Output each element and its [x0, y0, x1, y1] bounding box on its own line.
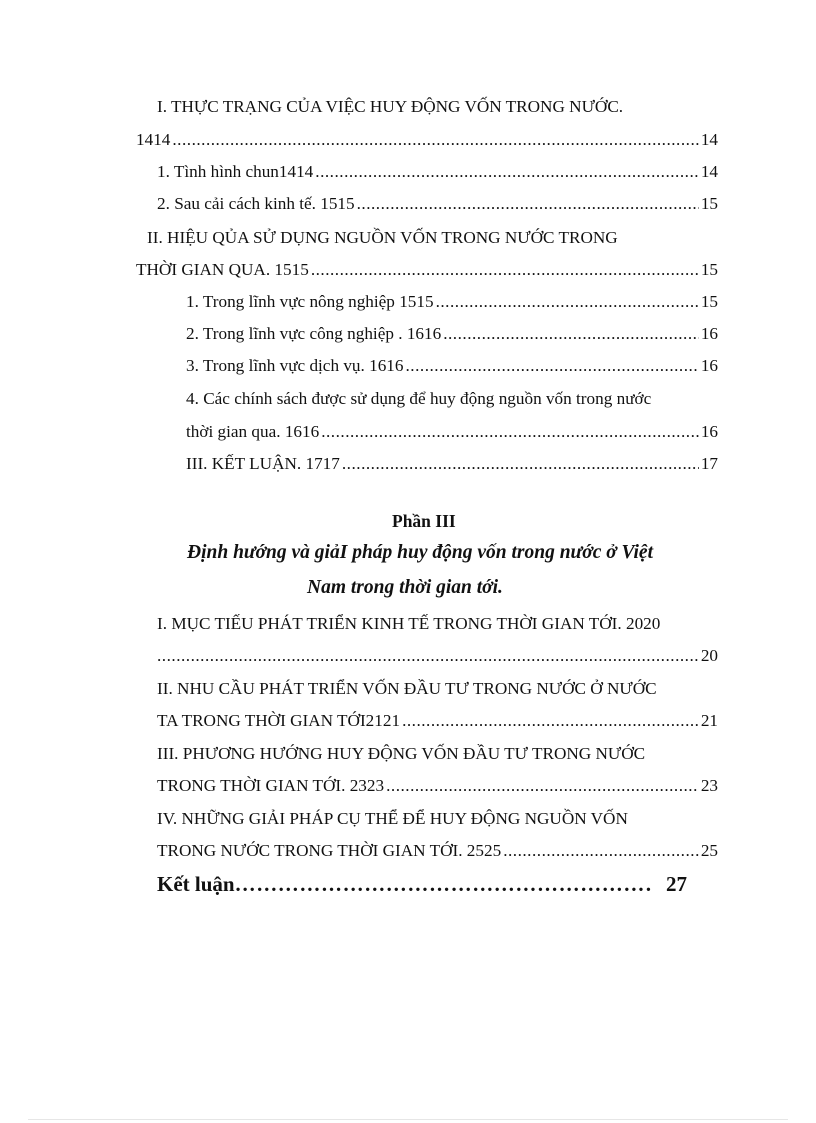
toc-entry [186, 323, 718, 345]
toc-entry-text: TRONG NƯỚC TRONG THỜI GIAN TỚI. 2525 [157, 841, 502, 860]
toc-entry [157, 645, 718, 667]
toc-entry-text: 2. Sau cải cách kinh tế. 1515 [157, 194, 355, 213]
toc-entry [186, 421, 718, 443]
part-heading: Phần III [392, 511, 456, 531]
dot-leader [172, 129, 698, 151]
toc-entry-text: THỜI GIAN QUA. 1515 [136, 260, 309, 279]
toc-entry [157, 840, 718, 862]
toc-page-number: 21 [700, 711, 718, 730]
toc-page-number: 14 [700, 162, 718, 181]
toc-page-number: 25 [700, 841, 718, 860]
toc-entry [157, 161, 718, 183]
toc-entry-title: III. PHƯƠNG HƯỚNG HUY ĐỘNG VỐN ĐẦU TƯ TRONG NƯỚC [157, 744, 646, 763]
dot-leader [311, 259, 699, 281]
dot-leader [402, 710, 699, 732]
dot-leader [157, 645, 699, 667]
dot-leader [357, 193, 699, 215]
dot-leader [315, 161, 699, 183]
toc-page-number: 14 [700, 130, 718, 149]
toc-entry-text: TA TRONG THỜI GIAN TỚI2121 [157, 711, 401, 730]
dot-leader [406, 355, 699, 377]
toc-page-number: 23 [700, 776, 718, 795]
toc-entry-text: III. KẾT LUẬN. 1717 [186, 454, 340, 473]
toc-entry-text: 1. Tình hình chun1414 [157, 162, 314, 181]
toc-entry-title: IV. NHỮNG GIẢI PHÁP CỤ THỂ ĐỂ HUY ĐỘNG NGUỒN VỐN [157, 809, 628, 828]
toc-entry-title: I. MỤC TIẾU PHÁT TRIỂN KINH TẾ TRONG THỜI GIAN TỚI. 2020 [157, 614, 661, 633]
toc-entry [136, 129, 718, 151]
dot-leader [436, 291, 699, 313]
toc-page-number: 15 [700, 194, 718, 213]
part-subtitle-line2: Nam trong thời gian tới. [307, 577, 503, 598]
dot-leader [342, 453, 699, 475]
toc-entry-text: 1414 [136, 130, 171, 149]
toc-page-number: 15 [700, 260, 718, 279]
dot-leader [321, 421, 699, 443]
toc-entry-title: 4. Các chính sách được sử dụng để huy động nguồn vốn trong nước [186, 389, 652, 408]
toc-entry [157, 775, 718, 797]
toc-entry-text: thời gian qua. 1616 [186, 422, 320, 441]
dot-leader [386, 775, 699, 797]
page-bottom-edge [28, 1119, 788, 1120]
dot-leader [443, 323, 699, 345]
toc-entry-text: 1. Trong lĩnh vực nông nghiệp 1515 [186, 292, 434, 311]
part-subtitle-line1: Định hướng và giảI pháp huy động vốn trong nước ở Việt [187, 542, 653, 563]
toc-page-number: 17 [700, 454, 718, 473]
toc-entry-text: 2. Trong lĩnh vực công nghiệp . 1616 [186, 324, 442, 343]
toc-page-number: 16 [700, 324, 718, 343]
conclusion-page-number: 27 [666, 872, 687, 896]
toc-entry-title: II. NHU CẦU PHÁT TRIỂN VỐN ĐẦU TƯ TRONG NƯỚC Ở NƯỚC [157, 679, 657, 698]
toc-entry [136, 259, 718, 281]
toc-entry [157, 710, 718, 732]
toc-page-number: 16 [700, 422, 718, 441]
toc-page-number: 15 [700, 292, 718, 311]
toc-entry-title: II. HIỆU QỦA SỬ DỤNG NGUỒN VỐN TRONG NƯỚC TRONG [147, 228, 618, 247]
toc-entry [186, 355, 718, 377]
dot-leader [235, 871, 652, 897]
toc-page-number: 20 [700, 646, 718, 665]
toc-entry-title: I. THỰC TRẠNG CỦA VIỆC HUY ĐỘNG VỐN TRONG NƯỚC. [157, 97, 624, 116]
toc-entry-text: TRONG THỜI GIAN TỚI. 2323 [157, 776, 385, 795]
toc-entry-text: 3. Trong lĩnh vực dịch vụ. 1616 [186, 356, 404, 375]
conclusion-label: Kết luận [157, 872, 235, 896]
dot-leader [503, 840, 699, 862]
toc-conclusion [157, 871, 687, 897]
toc-entry [157, 193, 718, 215]
toc-page-number: 16 [700, 356, 718, 375]
toc-entry [186, 453, 718, 475]
toc-entry [186, 291, 718, 313]
